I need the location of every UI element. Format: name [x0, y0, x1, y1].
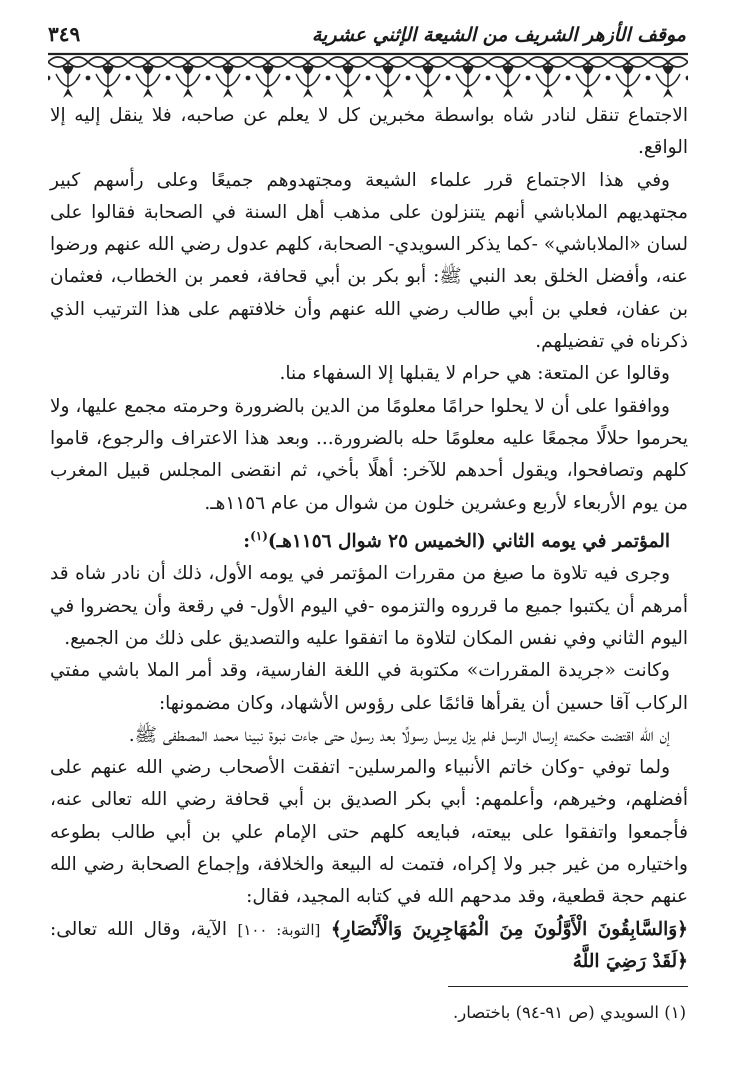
page-header: [48, 18, 686, 46]
paragraph: ولما توفي -وكان خاتم الأنبياء والمرسلين- اتفقت الأصحاب رضي الله عنهم على أفضلهم، وخيرهم، وأعلمهم: أبي بكر الصديق بن أبي قحافة رضي الله تعالى عنه، فأجمعوا واتفقوا على بيعته، فبايعه كلهم حتى الإمام علي بن أبي طالب بطوعه واختياره من غير جبر ولا إكراه، فتمت له البيعة والخلافة، وإجماع الصحابة رضي الله عنهم حجة قطعية، وقد مدحهم الله في كتابه المجيد، فقال:: [50, 757, 688, 908]
quran-verse-line: [50, 914, 688, 979]
verse-connector: الآية، وقال الله تعالى:: [50, 918, 228, 940]
paragraph: وكانت «جريدة المقررات» مكتوبة في اللغة الفارسية، وقد أمر الملا باشي مفتي الركاب آقا حسين أن يقرأها قائمًا على رؤوس الأشهاد، وكان مضمونها:: [50, 660, 688, 714]
quran-verse: ﴿وَالسَّابِقُونَ الْأَوَّلُونَ مِنَ الْمُهَاجِرِينَ وَالْأَنْصَارِ﴾: [330, 918, 688, 940]
paragraph: الاجتماع تنقل لنادر شاه بواسطة مخبرين كل لا يعلم عن صاحبه، فلا ينقل إليه إلا الواقع.: [50, 105, 688, 159]
paragraph: وفي هذا الاجتماع قرر علماء الشيعة ومجتهدوهم جميعًا وعلى رأسهم كبير مجتهديهم الملاباشي أنهم يتنزلون على مذهب أهل السنة في الصحابة فقالوا على لسان «الملاباشي» -كما يذكر السويدي- الصحابة، كلهم عدول رضي الله عنهم ورضوا عنه، وأفضل الخلق بعد النبي ﷺ: أبو بكر بن أبي قحافة، فعمر بن الخطاب، فعثمان بن عفان، فعلي بن أبي طالب رضي الله عنهم وأن خلافتهم على هذا الترتيب الذي ذكرناه في تفضيلهم.: [50, 169, 688, 353]
footnote: (١) السويدي (ص ٩١-٩٤) باختصار.: [453, 1003, 686, 1022]
footnote-marker: (١): [250, 528, 268, 543]
page-number: ٣٤٩: [48, 22, 81, 46]
section-heading: المؤتمر في يومه الثاني (الخميس ٢٥ شوال ١١٥٦هـ)$^{(١)}$:: [243, 528, 670, 553]
section-heading-text: المؤتمر في يومه الثاني (الخميس ٢٥ شوال ١١٥٦هـ): [267, 531, 670, 553]
quran-verse: ﴿لَقَدْ رَضِيَ اللَّهُ: [572, 950, 688, 972]
paragraph: إن الله اقتضت حكمته إرسال الرسل فلم يزل يرسل رسولًا بعد رسول حتى جاءت نبوة نبينا محمد المصطفى ﷺ.: [128, 724, 670, 746]
verse-reference: [التوبة: ١٠٠]: [237, 920, 321, 939]
paragraph: وجرى فيه تلاوة ما صيغ من مقررات المؤتمر في يومه الأول، ذلك أن نادر شاه قد أمرهم أن يكتبوا جميع ما قرروه والتزموه -في اليوم الأول- في رقعة وأن يحضروا في اليوم الثاني وفي نفس المكان لتلاوة ما اتفقوا عليه والتصديق على ذلك من الجميع.: [50, 563, 688, 649]
running-head: موقف الأزهر الشريف من الشيعة الإثني عشرية: [311, 24, 686, 46]
ornamental-border: [48, 52, 688, 102]
paragraph: وقالوا عن المتعة: هي حرام لا يقبلها إلا السفهاء منا.: [279, 363, 670, 385]
footnote-separator: [448, 986, 688, 987]
paragraph: ووافقوا على أن لا يحلوا حرامًا معلومًا من الدين بالضرورة وحرمته مجمع عليها، ولا يحرموا حلالًا مجمعًا عليه معلومًا حله بالضرورة... وبعد هذا الاعتراف والرجوع، قاموا كلهم وتصافحوا، ويقول أحدهم للآخر: أهلًا بأخي، ثم انقضى المجلس قبيل المغرب من يوم الأربعاء لأربع وعشرين خلون من شوال من عام ١١٥٦هـ.: [50, 395, 688, 514]
body-text: [50, 100, 688, 978]
